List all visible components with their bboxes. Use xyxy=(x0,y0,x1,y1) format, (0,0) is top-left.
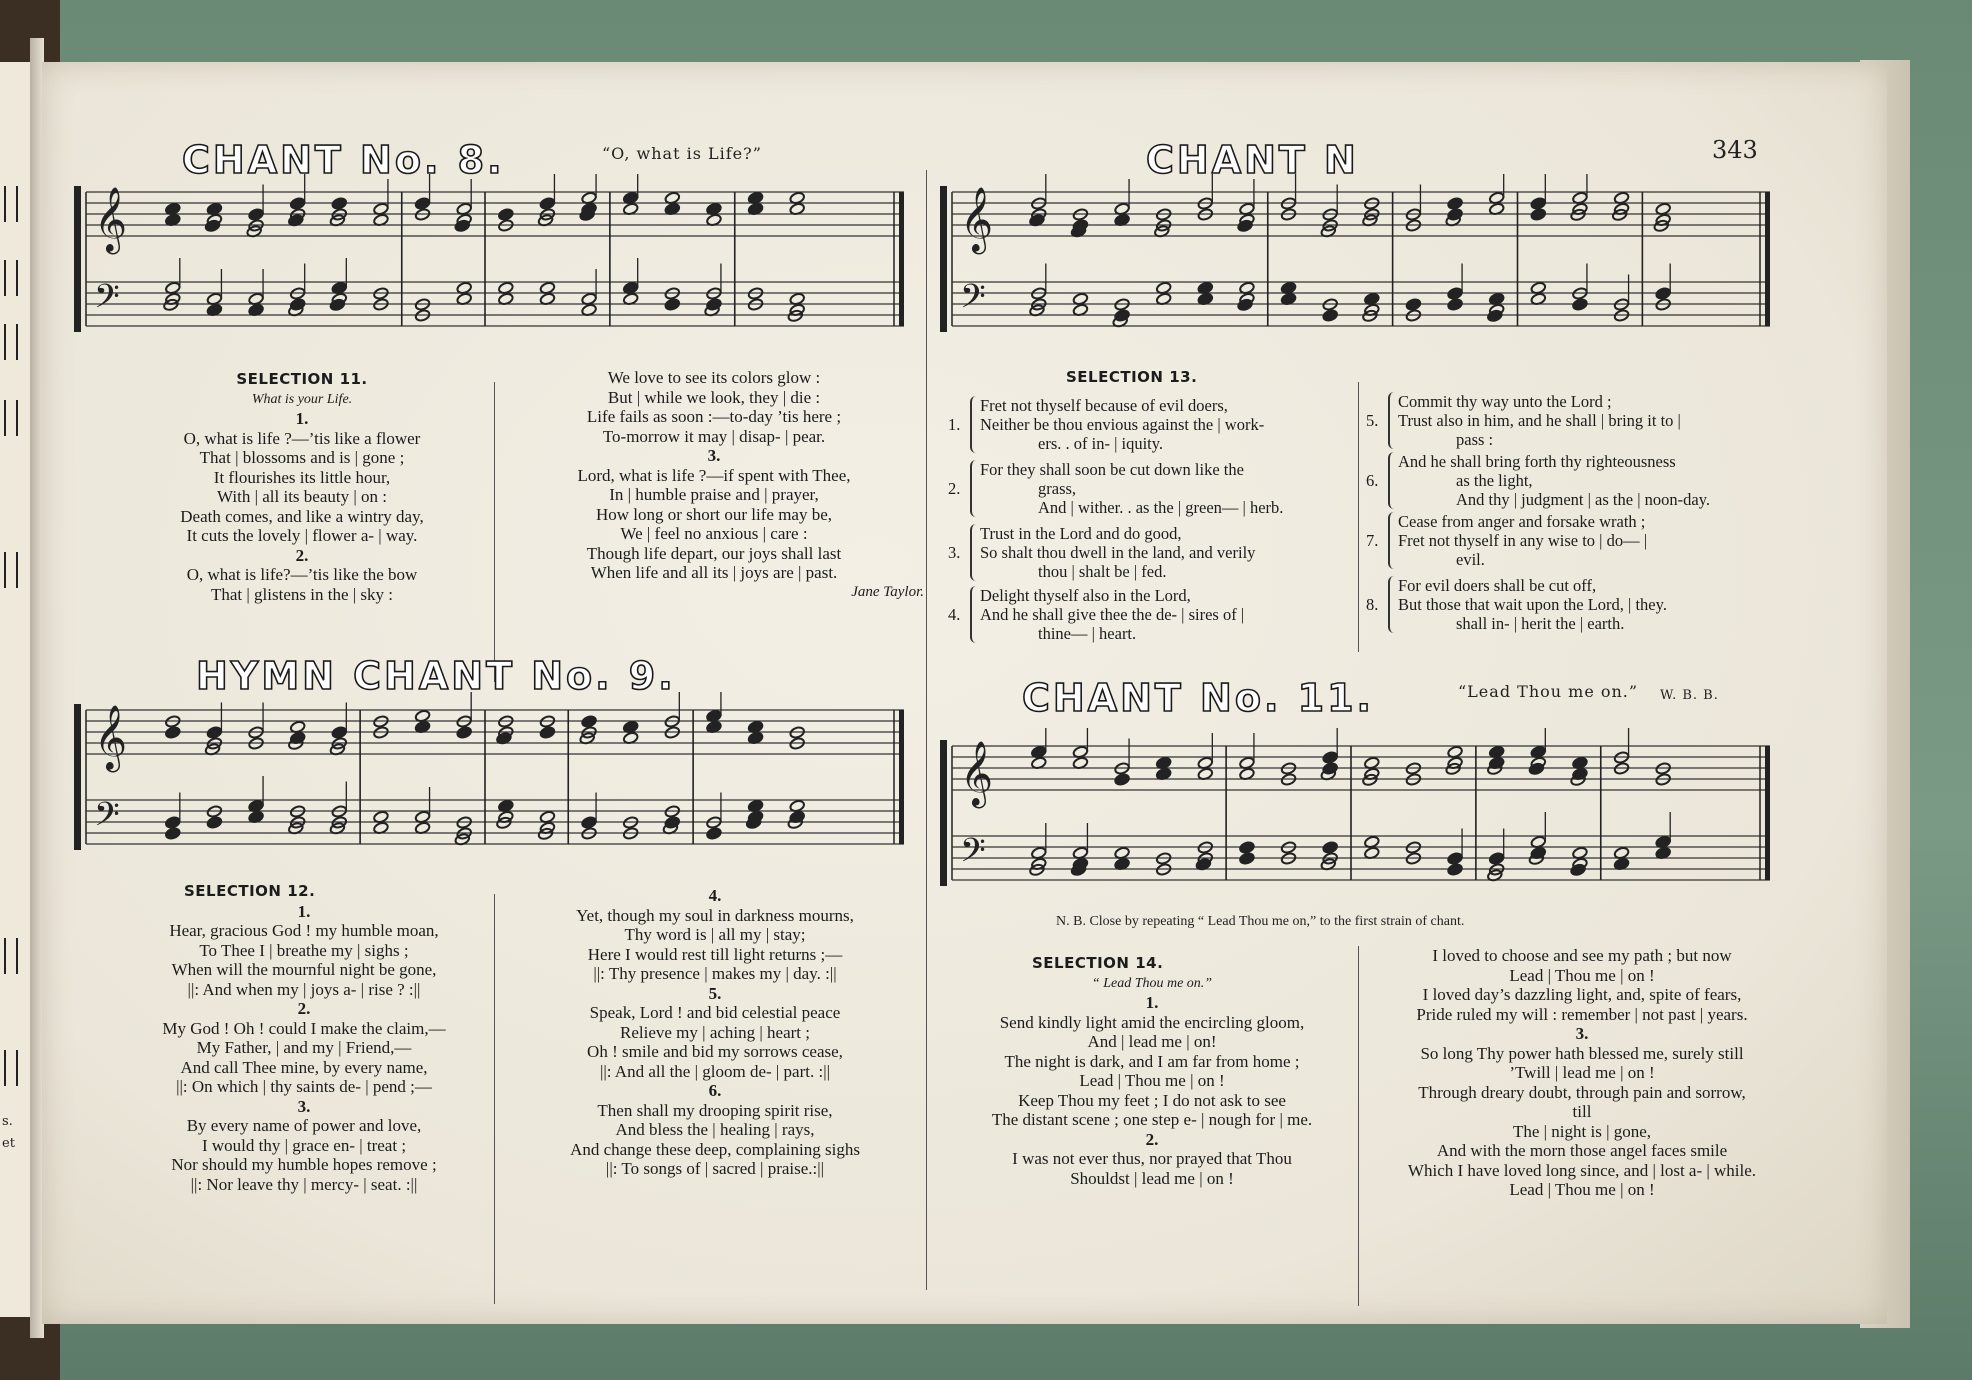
verse-7 xyxy=(1366,512,1776,569)
verse-line: Cease from anger and forsake wrath ; xyxy=(1398,512,1646,531)
text-line: So long Thy power hath blessed me, surely still xyxy=(1420,1043,1744,1063)
verse-5 xyxy=(1366,392,1776,449)
text-line: And call Thee mine, by every name, xyxy=(180,1057,428,1077)
chant8-title: CHANT No. 8. xyxy=(182,138,505,182)
verse-4 xyxy=(948,586,1358,643)
grand-staff xyxy=(72,692,908,872)
verse-6 xyxy=(1366,452,1776,509)
grand-staff xyxy=(938,174,1774,354)
selection14-heading: SELECTION 14. xyxy=(1032,954,1164,972)
text-line: ||: To songs of | sacred | praise.:|| xyxy=(605,1159,825,1178)
text-line: In | humble praise and | prayer, xyxy=(609,485,819,504)
text-line: And | lead me | on! xyxy=(1087,1032,1217,1051)
selection13-heading: SELECTION 13. xyxy=(1066,368,1198,386)
text-line: Shouldst | lead me | on ! xyxy=(1070,1168,1234,1188)
selection12-col1 xyxy=(104,902,504,1195)
text-line: The night is dark, and I am far from home ; xyxy=(1004,1051,1300,1071)
text-line: 1. xyxy=(297,901,311,921)
verse-number: 7. xyxy=(1366,531,1379,550)
column-divider xyxy=(494,894,495,1304)
chant8-subtitle: “O, what is Life?” xyxy=(602,144,762,163)
verse-line: Neither be thou envious against the | work- xyxy=(980,415,1265,434)
chant9-title: HYMN CHANT No. 9. xyxy=(196,654,676,698)
page-spread xyxy=(42,62,1887,1324)
brace xyxy=(970,460,980,517)
text-line: We love to see its colors glow : xyxy=(607,368,821,387)
brace xyxy=(1388,392,1398,449)
barline-fragment xyxy=(4,1050,18,1086)
verse-3 xyxy=(948,524,1358,581)
text-line: To-morrow it may | disap- | pear. xyxy=(602,426,826,446)
text-line: ||: On which | thy saints de- | pend ;— xyxy=(176,1077,432,1096)
selection12 xyxy=(104,882,504,1194)
text-line: Relieve my | aching | heart ; xyxy=(620,1022,810,1042)
column-divider xyxy=(1358,382,1359,652)
verse-8 xyxy=(1366,576,1776,633)
text-line: ||: And when my | joys a- | rise ? :|| xyxy=(187,979,421,999)
text-line: Yet, though my soul in darkness mourns, xyxy=(576,905,854,925)
grand-staff xyxy=(72,174,908,354)
text-line: Hear, gracious God ! my humble moan, xyxy=(169,921,439,940)
verse-number: 4. xyxy=(948,605,961,624)
selection11-heading: SELECTION 11. xyxy=(236,370,368,388)
text-line: Thy word is | all my | stay; xyxy=(624,925,806,944)
text-line: Life fails as soon :—to-day ’tis here ; xyxy=(586,407,842,426)
verse-line: But those that wait upon the Lord, | they. xyxy=(1398,595,1667,614)
text-line: And with the morn those angel faces smile xyxy=(1436,1141,1728,1160)
chant11-title: CHANT No. 11. xyxy=(1022,676,1374,720)
text-line: That | blossoms and is | gone ; xyxy=(199,448,405,467)
svg-text:𝄢: 𝄢 xyxy=(960,832,986,878)
grand-staff xyxy=(938,728,1774,908)
svg-text:𝄢: 𝄢 xyxy=(94,796,120,842)
brace xyxy=(1388,512,1398,569)
svg-text:𝄞: 𝄞 xyxy=(94,187,128,252)
verse-line: shall in- | herit the | earth. xyxy=(1456,614,1625,633)
text-line: Lord, what is life ?—if spent with Thee, xyxy=(577,465,851,485)
chant9-score xyxy=(72,692,908,872)
verse-line: thou | shalt be | fed. xyxy=(1038,562,1167,581)
verse-number: 2. xyxy=(948,479,961,498)
text-line: My God ! Oh ! could I make the claim,— xyxy=(162,1018,446,1038)
verse-line: Delight thyself also in the Lord, xyxy=(980,586,1191,605)
center-divider xyxy=(926,170,927,1290)
text-line: O, what is life ?—’tis like a flower xyxy=(183,428,421,448)
text-line: 3. xyxy=(1575,1024,1589,1043)
text-line: That | glistens in the | sky : xyxy=(211,584,393,604)
selection11-col1 xyxy=(112,409,492,604)
text-line: My Father, | and my | Friend,— xyxy=(196,1038,412,1057)
text-line: 6. xyxy=(708,1081,722,1100)
text-line: 3. xyxy=(297,1096,311,1116)
text-line: Though life depart, our joys shall last xyxy=(586,543,842,563)
text-line: We | feel no anxious | care : xyxy=(620,524,808,543)
verse-line: For they shall soon be cut down like the xyxy=(980,460,1244,479)
text-line: Through dreary doubt, through pain and sorrow, xyxy=(1418,1082,1746,1102)
brace xyxy=(1388,576,1398,633)
text-line: It flourishes its little hour, xyxy=(213,467,391,487)
text-line: 2. xyxy=(297,999,311,1018)
selection14-col2 xyxy=(1362,946,1802,1200)
verse-line: Commit thy way unto the Lord ; xyxy=(1398,392,1612,411)
verse-line: And he shall give thee the de- | sires of | xyxy=(980,605,1245,624)
verse-line: ers. . of in- | iquity. xyxy=(1038,434,1164,453)
barline-fragment xyxy=(4,938,18,974)
text-line: To Thee I | breathe my | sighs ; xyxy=(199,940,409,960)
svg-text:𝄞: 𝄞 xyxy=(960,187,994,252)
text-line: 3. xyxy=(707,446,721,465)
svg-text:𝄞: 𝄞 xyxy=(960,741,994,806)
brace xyxy=(970,396,980,453)
chant11-credit: W. B. B. xyxy=(1660,688,1719,703)
text-line: I was not ever thus, nor prayed that Thou xyxy=(1012,1149,1292,1168)
text-line: O, what is life?—’tis like the bow xyxy=(186,565,418,584)
verse-line: Fret not thyself because of evil doers, xyxy=(980,396,1228,415)
text-line: ||: And all the | gloom de- | part. :|| xyxy=(599,1061,831,1081)
text-line: Then shall my drooping spirit rise, xyxy=(597,1100,833,1120)
svg-text:𝄢: 𝄢 xyxy=(960,278,986,324)
verse-line: For evil doers shall be cut off, xyxy=(1398,576,1597,595)
verse-1 xyxy=(948,396,1358,453)
barline-fragment xyxy=(4,400,18,436)
verse-number: 6. xyxy=(1366,471,1379,490)
svg-text:𝄢: 𝄢 xyxy=(94,278,120,324)
selection14-col1 xyxy=(932,993,1372,1188)
text-line: When life and all its | joys are | past. xyxy=(590,563,838,582)
verse-line: as the light, xyxy=(1456,471,1533,490)
verse-line: grass, xyxy=(1038,479,1077,498)
text-line: 1. xyxy=(295,409,309,428)
text-line: Lead | Thou me | on ! xyxy=(1509,965,1655,985)
verse-line: evil. xyxy=(1456,550,1485,569)
selection12-col2-block xyxy=(504,886,926,1179)
text-line: I would thy | grace en- | treat ; xyxy=(201,1135,407,1155)
text-line: I loved to choose and see my path ; but now xyxy=(1432,946,1732,965)
brace xyxy=(970,586,980,643)
verse-line: And thy | judgment | as the | noon-day. xyxy=(1456,490,1711,509)
text-line: Pride ruled my will : remember | not past | years. xyxy=(1416,1004,1748,1024)
margin-fragment: s. xyxy=(2,1114,13,1129)
verse-line: thine— | heart. xyxy=(1038,624,1137,643)
selection11-col2 xyxy=(504,368,924,583)
text-line: ’Twill | lead me | on ! xyxy=(1509,1063,1655,1082)
verse-line: And he shall bring forth thy righteousness xyxy=(1398,452,1676,471)
verse-2 xyxy=(948,460,1358,517)
selection14-subheading: “ Lead Thou me on.” xyxy=(1091,975,1213,991)
text-line: Which I have loved long since, and | lost a- | while. xyxy=(1407,1160,1757,1180)
barline-fragment xyxy=(4,552,18,588)
text-line: Here I would rest till light returns ;— xyxy=(587,944,843,964)
text-line: How long or short our life may be, xyxy=(595,504,833,524)
column-divider xyxy=(1358,946,1359,1306)
text-line: The distant scene ; one step e- | nough for | me. xyxy=(991,1110,1313,1129)
text-line: The | night is | gone, xyxy=(1512,1121,1652,1141)
text-line: 4. xyxy=(708,886,722,905)
text-line: 5. xyxy=(708,983,722,1003)
verse-line: Fret not thyself in any wise to | do— | xyxy=(1398,531,1648,550)
text-line: Keep Thou my feet ; I do not ask to see xyxy=(1018,1090,1286,1110)
text-line: Speak, Lord ! and bid celestial peace xyxy=(589,1003,841,1022)
selection11-author: Jane Taylor. xyxy=(851,583,924,600)
barline-fragment xyxy=(4,324,18,360)
chant10-title: CHANT N xyxy=(1146,138,1359,182)
text-line: And bless the | healing | rays, xyxy=(615,1120,815,1139)
verse-line: Trust also in him, and he shall | bring it to | xyxy=(1398,411,1681,430)
margin-fragment: et xyxy=(2,1136,15,1151)
text-line: And change these deep, complaining sighs xyxy=(570,1139,860,1159)
text-line: Lead | Thou me | on ! xyxy=(1079,1071,1225,1090)
brace xyxy=(1388,452,1398,509)
selection12-heading: SELECTION 12. xyxy=(184,882,316,900)
text-line: When will the mournful night be gone, xyxy=(171,960,437,979)
chant11-score xyxy=(938,728,1774,908)
selection11 xyxy=(112,370,492,604)
chant10-score xyxy=(938,174,1774,354)
verse-line: Trust in the Lord and do good, xyxy=(980,524,1182,543)
text-line: till xyxy=(1572,1102,1592,1121)
text-line: By every name of power and love, xyxy=(186,1116,422,1135)
selection11-subheading: What is your Life. xyxy=(251,391,353,407)
text-line: Nor should my humble hopes remove ; xyxy=(171,1155,437,1174)
chant11-note: N. B. Close by repeating “ Lead Thou me on,” to the first strain of chant. xyxy=(1056,914,1465,929)
verse-line: And | wither. . as the | green— | herb. xyxy=(1038,498,1284,517)
text-line: I loved day’s dazzling light, and, spite of fears, xyxy=(1422,985,1742,1004)
text-line: Send kindly light amid the encircling gloom, xyxy=(999,1012,1305,1032)
text-line: 2. xyxy=(295,545,309,565)
verse-line: pass : xyxy=(1456,430,1494,449)
chant11-subtitle: “Lead Thou me on.” xyxy=(1458,682,1639,701)
selection14-col2-block xyxy=(1362,946,1802,1200)
text-line: Death comes, and like a wintry day, xyxy=(180,506,424,526)
verse-number: 5. xyxy=(1366,411,1379,430)
selection11-col2-block xyxy=(504,368,924,602)
verse-number: 8. xyxy=(1366,595,1379,614)
text-line: Lead | Thou me | on ! xyxy=(1509,1180,1655,1199)
svg-text:𝄞: 𝄞 xyxy=(94,705,128,770)
text-line: Oh ! smile and bid my sorrows cease, xyxy=(587,1042,843,1061)
text-line: With | all its beauty | on : xyxy=(217,487,387,506)
selection14 xyxy=(932,954,1372,1188)
selection12-col2 xyxy=(504,886,926,1179)
text-line: ||: Nor leave thy | mercy- | seat. :|| xyxy=(190,1174,418,1194)
text-line: 2. xyxy=(1145,1129,1159,1149)
brace xyxy=(970,524,980,581)
barline-fragment xyxy=(4,260,18,296)
verse-number: 3. xyxy=(948,543,961,562)
text-line: But | while we look, they | die : xyxy=(607,387,821,407)
text-line: It cuts the lovely | flower a- | way. xyxy=(186,526,418,545)
barline-fragment xyxy=(4,186,18,222)
verse-line: So shalt thou dwell in the land, and verily xyxy=(980,543,1256,562)
verse-number: 1. xyxy=(948,415,961,434)
page-number: 343 xyxy=(1712,136,1758,164)
chant8-score xyxy=(72,174,908,354)
column-divider xyxy=(494,382,495,682)
text-line: ||: Thy presence | makes my | day. :|| xyxy=(593,964,837,983)
text-line: 1. xyxy=(1145,993,1159,1012)
